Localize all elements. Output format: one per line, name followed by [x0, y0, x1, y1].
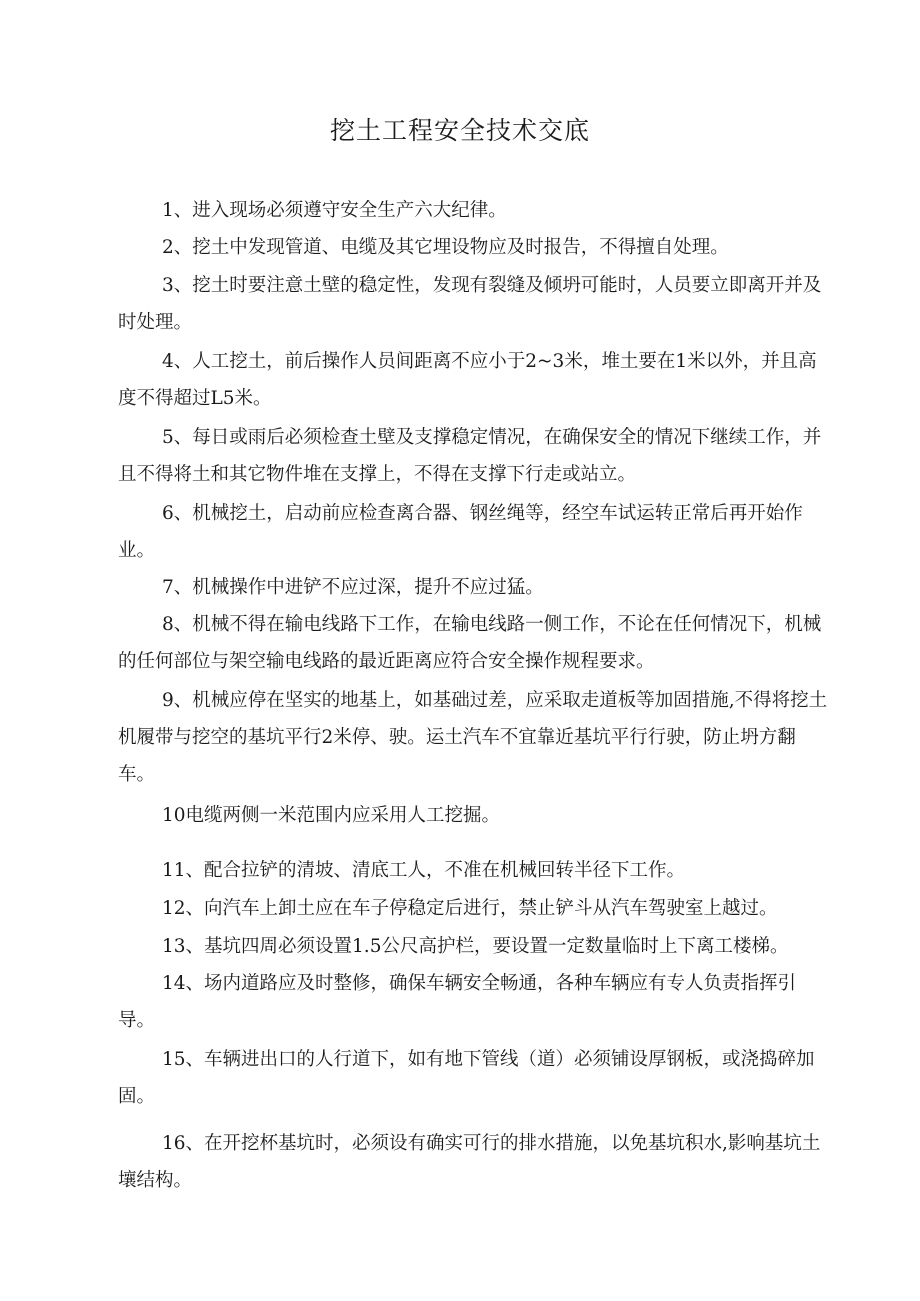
- rule-item-11: 11、配合拉铲的清坡、清底工人，不准在机械回转半径下工作。: [162, 860, 686, 881]
- rule-item-1: 1、进入现场必须遵守安全生产六大纪律。: [162, 200, 507, 221]
- rule-item-13: 13、基坑四周必须设置1.5公尺高护栏，要设置一定数量临时上下离工楼梯。: [162, 936, 789, 957]
- rule-item-7: 7、机械操作中进铲不应过深，提升不应过猛。: [162, 577, 544, 598]
- rule-item-15: 15、车辆进出口的人行道下，如有地下管线（道）必须铺设厚钢板，或浇捣碎加固。: [118, 1049, 815, 1107]
- rule-item-8: 8、机械不得在输电线路下工作，在输电线路一侧工作，不论在任何情况下，机械的任何部位与架空输电线路的最近距离应符合安全操作规程要求。: [118, 614, 822, 672]
- rule-item-12: 12、向汽车上卸土应在车子停稳定后进行，禁止铲斗从汽车驾驶室上越过。: [162, 898, 778, 919]
- rule-item-2: 2、挖土中发现管道、电缆及其它埋设物应及时报告，不得擅自处理。: [162, 237, 729, 258]
- rule-item-3: 3、挖土时要注意土壁的稳定性，发现有裂缝及倾坍可能时，人员要立即离开并及时处理。: [118, 275, 822, 333]
- rule-item-10: 10电缆两侧一米范围内应采用人工挖掘。: [162, 805, 501, 826]
- rule-item-5: 5、每日或雨后必须检查土壁及支撑稳定情况，在确保安全的情况下继续工作，并且不得将土和其它物件堆在支撑上，不得在支撑下行走或站立。: [118, 427, 822, 485]
- rule-item-6: 6、机械挖土，启动前应检查离合器、钢丝绳等，经空车试运转正常后再开始作业。: [118, 503, 803, 561]
- rule-item-16: 16、在开挖杯基坑时，必须设有确实可行的排水措施，以免基坑积水,影响基坑土壤结构。: [118, 1133, 821, 1191]
- document-title: 挖土工程安全技术交底: [329, 116, 590, 145]
- rule-item-14: 14、场内道路应及时整修，确保车辆安全畅通，各种车辆应有专人负责指挥引导。: [118, 973, 797, 1031]
- rule-item-4: 4、人工挖土，前后操作人员间距离不应小于2~3米，堆土要在1米以外，并且高度不得超过L5米。: [118, 351, 817, 409]
- rule-item-9: 9、机械应停在坚实的地基上，如基础过差，应采取走道板等加固措施,不得将挖土机履带与挖空的基坑平行2米停、驶。运土汽车不宜靠近基坑平行行驶，防止坍方翻车。: [118, 690, 828, 785]
